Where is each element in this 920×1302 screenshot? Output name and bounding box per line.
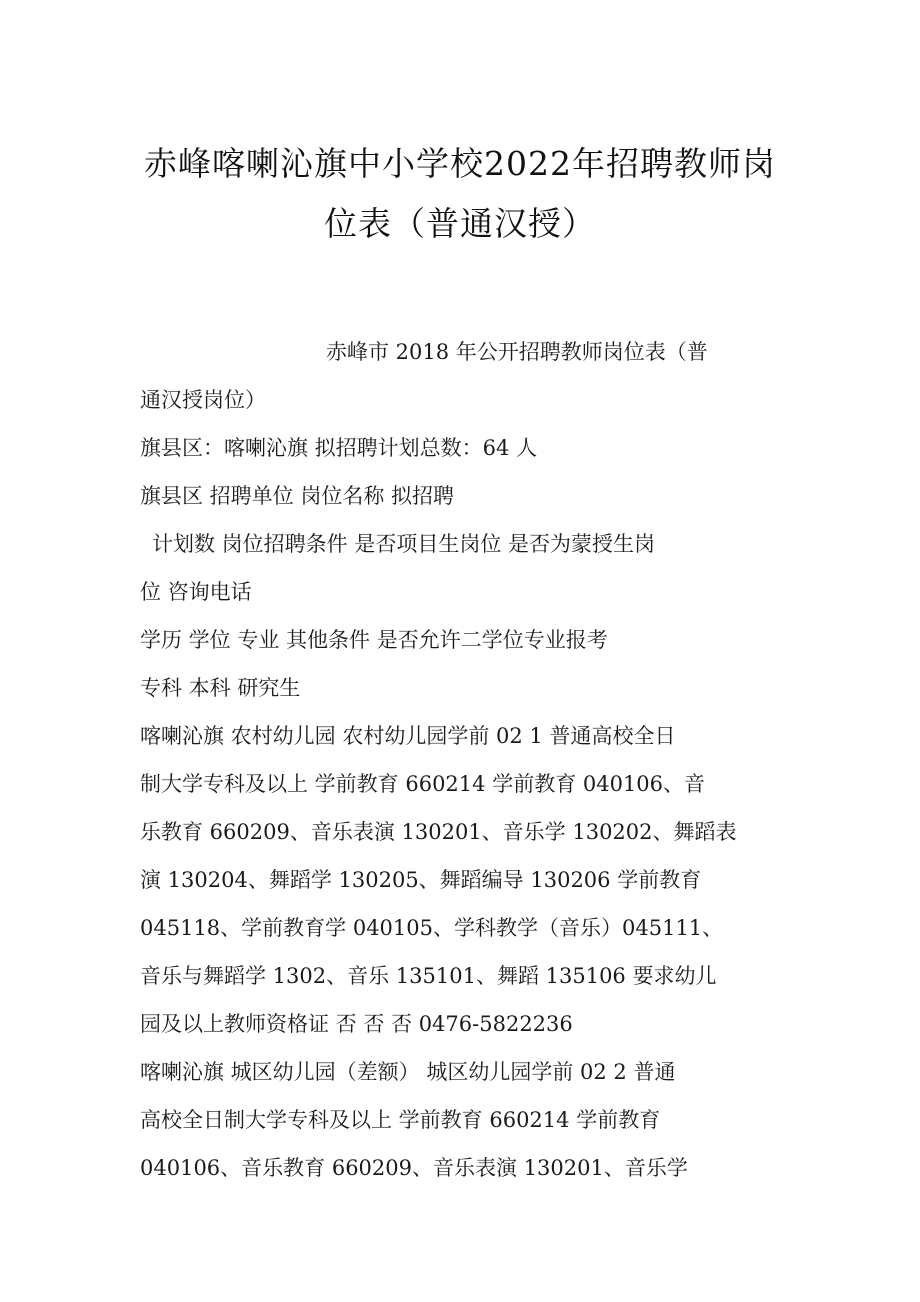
body-line: 乐教育 660209、音乐表演 130201、音乐学 130202、舞蹈表 <box>140 820 737 844</box>
document-title <box>0 134 920 254</box>
body-line: 旗县区 招聘单位 岗位名称 拟招聘 <box>140 484 455 508</box>
body-line: 喀喇沁旗 城区幼儿园（差额） 城区幼儿园学前 02 2 普通 <box>140 1060 676 1084</box>
body-line: 位 咨询电话 <box>140 580 252 604</box>
body-line: 专科 本科 研究生 <box>140 676 301 700</box>
body-line: 喀喇沁旗 农村幼儿园 农村幼儿园学前 02 1 普通高校全日 <box>140 724 676 748</box>
body-line: 制大学专科及以上 学前教育 660214 学前教育 040106、音 <box>140 772 706 796</box>
body-line: 旗县区：喀喇沁旗 拟招聘计划总数：64 人 <box>140 436 538 460</box>
body-line: 学历 学位 专业 其他条件 是否允许二学位专业报考 <box>140 628 608 652</box>
body-line: 040106、音乐教育 660209、音乐表演 130201、音乐学 <box>140 1156 688 1180</box>
title-line-1: 赤峰喀喇沁旗中小学校2022年招聘教师岗 <box>144 144 776 183</box>
body-line: 演 130204、舞蹈学 130205、舞蹈编导 130206 学前教育 <box>140 868 702 892</box>
body-line: 高校全日制大学专科及以上 学前教育 660214 学前教育 <box>140 1108 661 1132</box>
body-line: 音乐与舞蹈学 1302、音乐 135101、舞蹈 135106 要求幼儿 <box>140 964 717 988</box>
body-line: 045118、学前教育学 040105、学科教学（音乐）045111、 <box>140 916 724 940</box>
body-line: 通汉授岗位） <box>140 388 266 412</box>
body-line: 计划数 岗位招聘条件 是否项目生岗位 是否为蒙授生岗 <box>152 532 656 556</box>
title-line-2: 位表（普通汉授） <box>324 204 596 243</box>
document-body <box>140 328 786 1192</box>
body-line: 赤峰市 2018 年公开招聘教师岗位表（普 <box>326 340 708 364</box>
body-line: 园及以上教师资格证 否 否 否 0476-5822236 <box>140 1012 573 1036</box>
